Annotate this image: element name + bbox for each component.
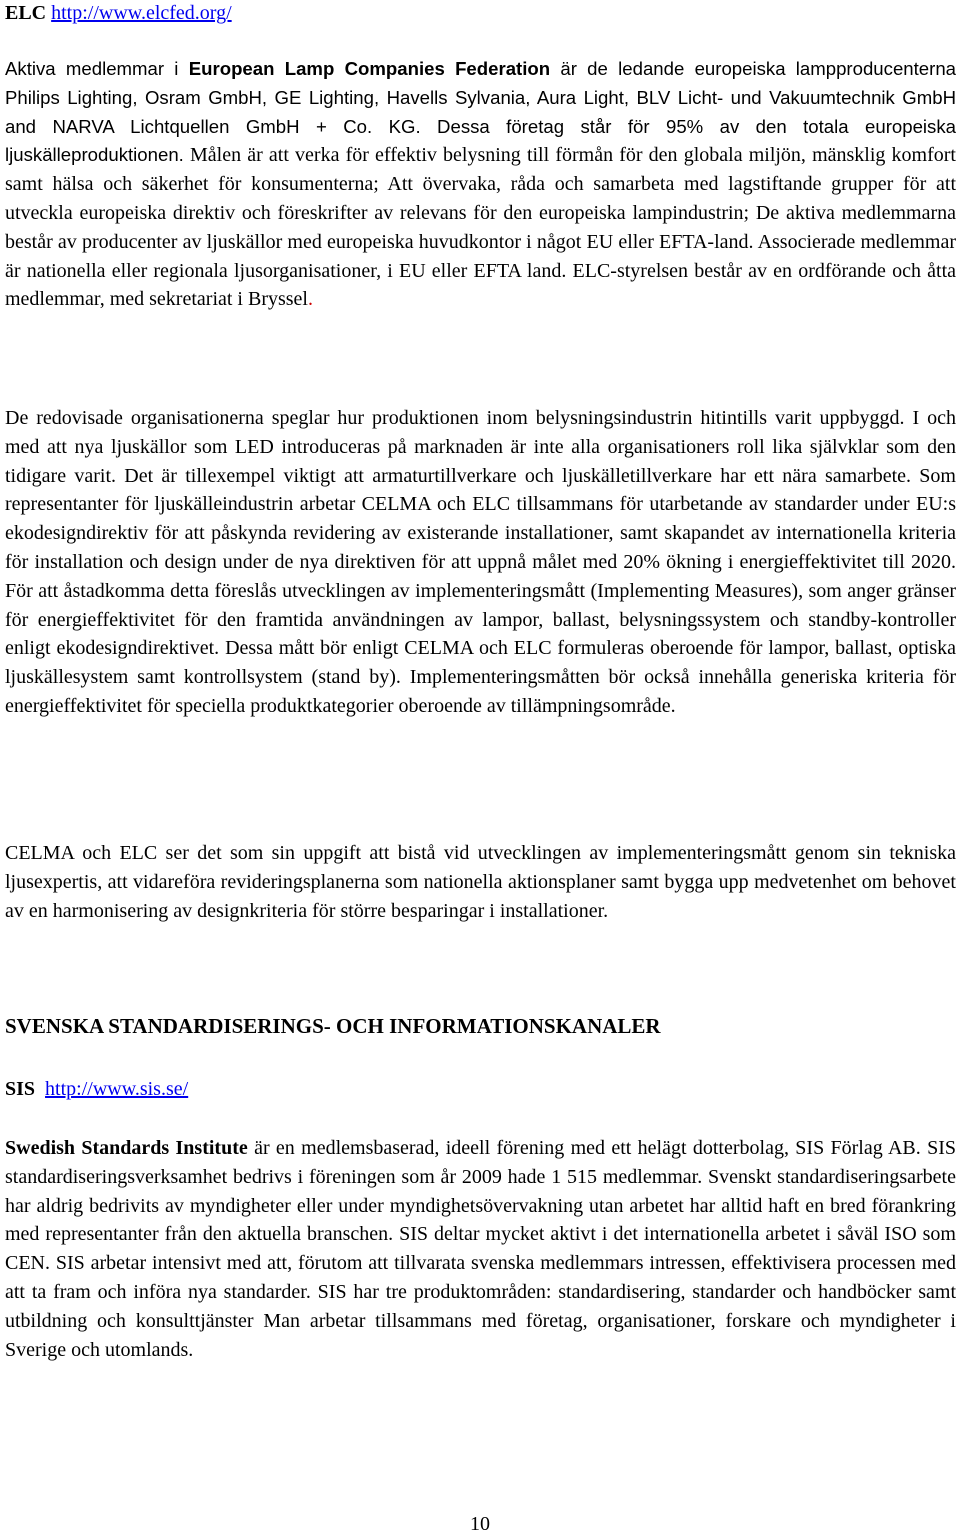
elc-paragraph-2: De redovisade organisationerna speglar hur produktionen inom belysningsindustrin hitintills varit uppbyggd. I och med att nya ljuskällor som LED introduceras på marknaden är inte alla organisationers roll lika självklar som den tidigare varit. Det är tillexempel viktigt att armaturtillverkare och ljuskälletillverkare har ett nära samarbete. Som representanter för ljuskälleindustrin arbetar CELMA och ELC tillsammans för utarbetande av standarder under EU:s ekodesigndirektiv för att påskynda revidering av existerande installationer, samt skapandet av internationella kriteria för installation och design under de nya direktiven för att uppnå målet med 20% ökning i energieffektivitet till 2020. För att åstadkomma detta föreslås utvecklingen av implementeringsmått (Implementing Measures), som anger gränser för energieffektivitet för den framtida användningen av lampor, ballast, belysningssystem och standby-kontroller enligt ekodesigndirektivet. Dessa mått bör enligt CELMA och ELC formuleras oberoende för lampor, ballast, optiska ljuskällesystem samt kontrollsystem (stand by). Implementeringsmåtten bör också innehålla generiska kriteria för energieffektivitet för speciella produktkategorier oberoende av tillämpningsområde. (5, 407, 956, 717)
elc-link[interactable]: http://www.elcfed.org/ (51, 2, 232, 24)
elc-paragraph-1 (5, 55, 956, 314)
sis-label: SIS (5, 1078, 36, 1100)
sis-heading-line (5, 1076, 188, 1102)
elc-members-text: är de ledande europeiska lampproducenterna Philips Lighting, Osram GmbH, GE Lighting, Havells Sylvania, Aura Light, BLV Licht- und Vakuumtechnik GmbH and NARVA Lichtquellen GmbH + Co. KG. Dessa företag står för 95% av den totala europeiska ljuskälleproduktionen. (5, 58, 957, 166)
elc-federation-name: European Lamp Companies Federation (188, 58, 551, 79)
sis-paragraph (5, 1134, 956, 1364)
sis-link[interactable]: http://www.sis.se/ (45, 1078, 189, 1100)
page-number: 10 (470, 1513, 490, 1535)
section-heading: SVENSKA STANDARDISERINGS- OCH INFORMATIONSKANALER (5, 1014, 661, 1038)
elc-red-period: . (308, 288, 313, 311)
sis-body-text: är en medlemsbaserad, ideell förening med ett helägt dotterbolag, SIS Förlag AB. SIS standardiseringsverksamhet bedrivs i föreningen som år 2009 hade 1 515 medlemmar. Svenskt standardiseringsarbete har aldrig bedrivits av myndigheter eller under myndighetsövervakning utan arbetet har alltid haft en bred förankring med representanter från den aktuella branschen. SIS deltar mycket aktivt i det internationella arbetet i såväl ISO som CEN. SIS arbetar intensivt med att, förutom att tillvarata svenska medlemmars intressen, effektivisera processen med att ta fram och införa nya standarder. SIS har tre produktområden: standardisering, standarder och handböcker samt utbildning och konsulttjänster Man arbetar tillsammans med företag, organisationer, forskare och myndigheter i Sverige och utomlands. (5, 1137, 956, 1361)
elc-heading-line (5, 0, 232, 26)
elc-intro-text: Aktiva medlemmar i (5, 58, 189, 79)
elc-goals-text: Målen är att verka för effektiv belysning till förmån för den globala miljön, mänsklig komfort samt hälsa och säkerhet för konsumenterna; Att övervaka, råda och samarbeta med lagstiftande grupper för att utveckla europeiska direktiv och föreskrifter av relevans för den europeiska lampindustrin; De aktiva medlemmarna består av producenter av ljuskällor med europeiska huvudkontor i något EU eller EFTA-land. Associerade medlemmar är nationella eller regionala ljusorganisationer, i EU eller EFTA land. ELC-styrelsen består av en ordförande och åtta medlemmar, med sekretariat i Bryssel (5, 144, 956, 311)
elc-label: ELC (5, 2, 47, 24)
elc-paragraph-3: CELMA och ELC ser det som sin uppgift att bistå vid utvecklingen av implementeringsmått genom sin tekniska ljusexpertis, att vidareföra revideringsplanerna som nationella aktionsplaner samt bygga upp medvetenhet om behovet av en harmonisering av designkriteria för större besparingar i installationer. (5, 842, 956, 922)
sis-institute-name: Swedish Standards Institute (5, 1137, 248, 1159)
